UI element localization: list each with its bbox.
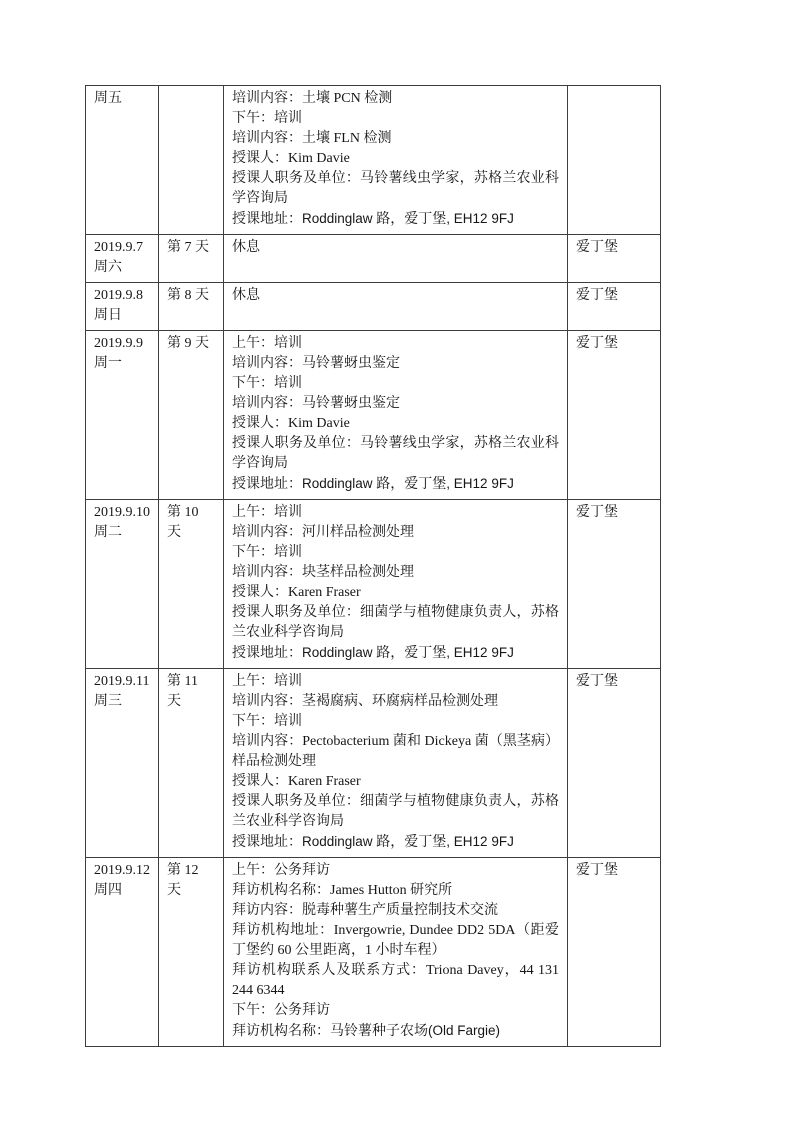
text-run: 244 6344	[232, 983, 285, 998]
text-line	[576, 334, 652, 354]
table-row	[86, 283, 661, 331]
text-line	[167, 503, 215, 523]
text-line	[232, 692, 559, 712]
text-line	[232, 503, 559, 523]
text-run: 兰农业科学咨询局	[232, 814, 344, 829]
text-run: 路，爱丁堡	[376, 212, 447, 227]
text-run: 爱丁堡	[576, 505, 618, 520]
location-cell	[568, 86, 661, 235]
text-line	[232, 454, 559, 474]
latin-sans-run: Roddinglaw	[302, 476, 377, 491]
text-run: 第 7 天	[167, 240, 209, 255]
latin-sans-run: (Old Fargie)	[428, 1023, 501, 1038]
schedule-content-cell	[224, 858, 568, 1047]
schedule-content-cell	[224, 669, 568, 858]
date-cell	[86, 235, 159, 283]
text-line	[167, 523, 215, 543]
text-run: 培训内容：块茎样品检测处理	[232, 565, 414, 580]
text-line	[232, 149, 559, 169]
text-run: 爱丁堡	[576, 674, 618, 689]
text-line	[94, 692, 150, 712]
text-line	[232, 1021, 559, 1042]
text-line	[232, 209, 559, 230]
text-run: 培训内容：Pectobacterium 菌和 Dickeya 菌（黑茎病）	[232, 734, 559, 749]
date-cell	[86, 858, 159, 1047]
text-run: 周一	[94, 356, 122, 371]
day-number-cell	[159, 331, 224, 500]
text-line	[94, 503, 150, 523]
text-run: 2019.9.9	[94, 336, 143, 351]
text-line	[576, 861, 652, 881]
location-cell	[568, 500, 661, 669]
table-row	[86, 331, 661, 500]
text-line	[232, 861, 559, 881]
table-row	[86, 235, 661, 283]
text-run: 下午：培训	[232, 545, 302, 560]
text-line	[232, 374, 559, 394]
text-line	[232, 901, 559, 921]
location-cell	[568, 669, 661, 858]
text-run: 2019.9.7	[94, 240, 143, 255]
text-run: 授课地址：	[232, 212, 302, 227]
text-line	[94, 89, 150, 109]
text-run: 授课地址：	[232, 835, 302, 850]
text-run: 第 10	[167, 505, 199, 520]
text-run: 路，爱丁堡	[376, 835, 447, 850]
text-line	[94, 258, 150, 278]
text-run: 爱丁堡	[576, 336, 618, 351]
text-run: 第 12	[167, 863, 199, 878]
text-run: 授课人：Kim Davie	[232, 416, 350, 431]
date-cell	[86, 500, 159, 669]
text-line	[94, 306, 150, 326]
text-line	[232, 712, 559, 732]
text-run: 样品检测处理	[232, 754, 316, 769]
text-line	[232, 792, 559, 812]
text-run: 周二	[94, 525, 122, 540]
text-line	[232, 89, 559, 109]
text-run: 授课人：Karen Fraser	[232, 774, 361, 789]
latin-sans-run: Roddinglaw	[302, 211, 377, 226]
text-line	[576, 286, 652, 306]
text-line	[167, 672, 215, 692]
latin-sans-run: Roddinglaw	[302, 834, 377, 849]
day-number-cell	[159, 235, 224, 283]
text-run: 下午：培训	[232, 111, 302, 126]
text-line	[232, 563, 559, 583]
text-run: 周五	[94, 91, 122, 106]
text-line	[94, 286, 150, 306]
text-run: 周三	[94, 694, 122, 709]
date-cell	[86, 669, 159, 858]
text-line	[232, 981, 559, 1001]
day-number-cell	[159, 283, 224, 331]
text-run: 周日	[94, 308, 122, 323]
text-run: 培训内容：河川样品检测处理	[232, 525, 414, 540]
text-run: 培训内容：土壤 PCN 检测	[232, 91, 393, 106]
text-run: 拜访机构名称：James Hutton 研究所	[232, 883, 453, 898]
text-run: 拜访机构地址：Invergowrie, Dundee DD2 5DA（距爱	[232, 923, 559, 938]
text-line	[232, 543, 559, 563]
text-run: 授课地址：	[232, 477, 302, 492]
text-run: 培训内容：马铃薯蚜虫鉴定	[232, 356, 400, 371]
date-cell	[86, 86, 159, 235]
text-run: 培训内容：土壤 FLN 检测	[232, 131, 392, 146]
text-run: 下午：培训	[232, 714, 302, 729]
day-number-cell	[159, 500, 224, 669]
text-line	[232, 603, 559, 623]
text-run: 拜访机构名称：马铃薯种子农场	[232, 1024, 428, 1039]
text-line	[94, 861, 150, 881]
text-run: 天	[167, 525, 181, 540]
schedule-table	[85, 85, 661, 1047]
text-line	[232, 881, 559, 901]
text-run: 休息	[232, 288, 260, 303]
text-line	[232, 238, 559, 258]
text-line	[576, 672, 652, 692]
text-run: 上午：培训	[232, 674, 302, 689]
text-line	[232, 354, 559, 374]
text-line	[232, 752, 559, 772]
text-line	[232, 772, 559, 792]
text-line	[232, 921, 559, 941]
text-line	[232, 434, 559, 454]
schedule-content-cell	[224, 235, 568, 283]
latin-sans-run: , EH12 9FJ	[446, 211, 514, 226]
text-line	[232, 732, 559, 752]
text-line	[167, 334, 215, 354]
text-line	[232, 941, 559, 961]
schedule-content-cell	[224, 500, 568, 669]
latin-sans-run: Roddinglaw	[302, 645, 377, 660]
day-number-cell	[159, 86, 224, 235]
date-cell	[86, 331, 159, 500]
location-cell	[568, 331, 661, 500]
text-line	[232, 523, 559, 543]
location-cell	[568, 235, 661, 283]
text-run: 培训内容：茎褐腐病、环腐病样品检测处理	[232, 694, 498, 709]
text-run: 爱丁堡	[576, 240, 618, 255]
text-line	[94, 523, 150, 543]
text-run: 下午：公务拜访	[232, 1003, 330, 1018]
location-cell	[568, 858, 661, 1047]
text-run: 路，爱丁堡	[376, 646, 447, 661]
text-run: 休息	[232, 240, 260, 255]
text-line	[232, 672, 559, 692]
text-run: 路，爱丁堡	[376, 477, 447, 492]
text-line	[232, 832, 559, 853]
table-row	[86, 858, 661, 1047]
day-number-cell	[159, 858, 224, 1047]
text-run: 授课地址：	[232, 646, 302, 661]
location-cell	[568, 283, 661, 331]
text-run: 授课人：Karen Fraser	[232, 585, 361, 600]
table-row	[86, 500, 661, 669]
date-cell	[86, 283, 159, 331]
text-line	[232, 286, 559, 306]
text-run: 2019.9.10	[94, 505, 150, 520]
text-run: 2019.9.11	[94, 674, 150, 689]
text-run: 上午：公务拜访	[232, 863, 330, 878]
text-line	[94, 672, 150, 692]
latin-sans-run: , EH12 9FJ	[446, 834, 514, 849]
text-line	[232, 623, 559, 643]
schedule-content-cell	[224, 331, 568, 500]
text-line	[232, 394, 559, 414]
text-line	[576, 238, 652, 258]
text-run: 天	[167, 883, 181, 898]
text-run: 学咨询局	[232, 456, 288, 471]
schedule-content-cell	[224, 283, 568, 331]
text-run: 培训内容：马铃薯蚜虫鉴定	[232, 396, 400, 411]
text-line	[232, 129, 559, 149]
text-line	[94, 881, 150, 901]
text-run: 上午：培训	[232, 336, 302, 351]
table-row	[86, 86, 661, 235]
text-run: 下午：培训	[232, 376, 302, 391]
text-run: 上午：培训	[232, 505, 302, 520]
text-run: 第 8 天	[167, 288, 209, 303]
text-line	[94, 334, 150, 354]
text-line	[167, 881, 215, 901]
text-run: 天	[167, 694, 181, 709]
text-run: 授课人职务及单位：马铃薯线虫学家，苏格兰农业科	[232, 436, 559, 451]
latin-sans-run: , EH12 9FJ	[446, 645, 514, 660]
latin-sans-run: , EH12 9FJ	[446, 476, 514, 491]
text-run: 第 11	[167, 674, 198, 689]
text-line	[232, 169, 559, 189]
text-line	[167, 692, 215, 712]
text-run: 授课人职务及单位：细菌学与植物健康负责人，苏格	[232, 794, 559, 809]
text-line	[232, 414, 559, 434]
table-row	[86, 669, 661, 858]
text-run: 第 9 天	[167, 336, 209, 351]
text-run: 丁堡约 60 公里距离，1 小时车程）	[232, 943, 446, 958]
text-line	[232, 643, 559, 664]
text-line	[167, 286, 215, 306]
text-line	[232, 189, 559, 209]
text-run: 拜访内容：脱毒种薯生产质量控制技术交流	[232, 903, 498, 918]
day-number-cell	[159, 669, 224, 858]
text-line	[232, 961, 559, 981]
text-run: 2019.9.12	[94, 863, 150, 878]
text-run: 授课人职务及单位：细菌学与植物健康负责人，苏格	[232, 605, 559, 620]
text-run: 授课人职务及单位：马铃薯线虫学家，苏格兰农业科	[232, 171, 559, 186]
text-line	[232, 334, 559, 354]
text-run: 周四	[94, 883, 122, 898]
text-line	[576, 503, 652, 523]
text-line	[167, 238, 215, 258]
text-line	[232, 812, 559, 832]
text-run: 学咨询局	[232, 191, 288, 206]
text-run: 爱丁堡	[576, 288, 618, 303]
text-run: 拜访机构联系人及联系方式：Triona Davey，44 131	[232, 963, 559, 978]
text-run: 兰农业科学咨询局	[232, 625, 344, 640]
text-line	[232, 109, 559, 129]
text-line	[232, 1001, 559, 1021]
text-line	[232, 583, 559, 603]
text-line	[167, 861, 215, 881]
text-line	[94, 238, 150, 258]
schedule-content-cell	[224, 86, 568, 235]
text-run: 爱丁堡	[576, 863, 618, 878]
text-run: 授课人：Kim Davie	[232, 151, 350, 166]
text-line	[94, 354, 150, 374]
text-line	[232, 474, 559, 495]
text-run: 周六	[94, 260, 122, 275]
schedule-table-body	[86, 86, 661, 1047]
text-run: 2019.9.8	[94, 288, 143, 303]
